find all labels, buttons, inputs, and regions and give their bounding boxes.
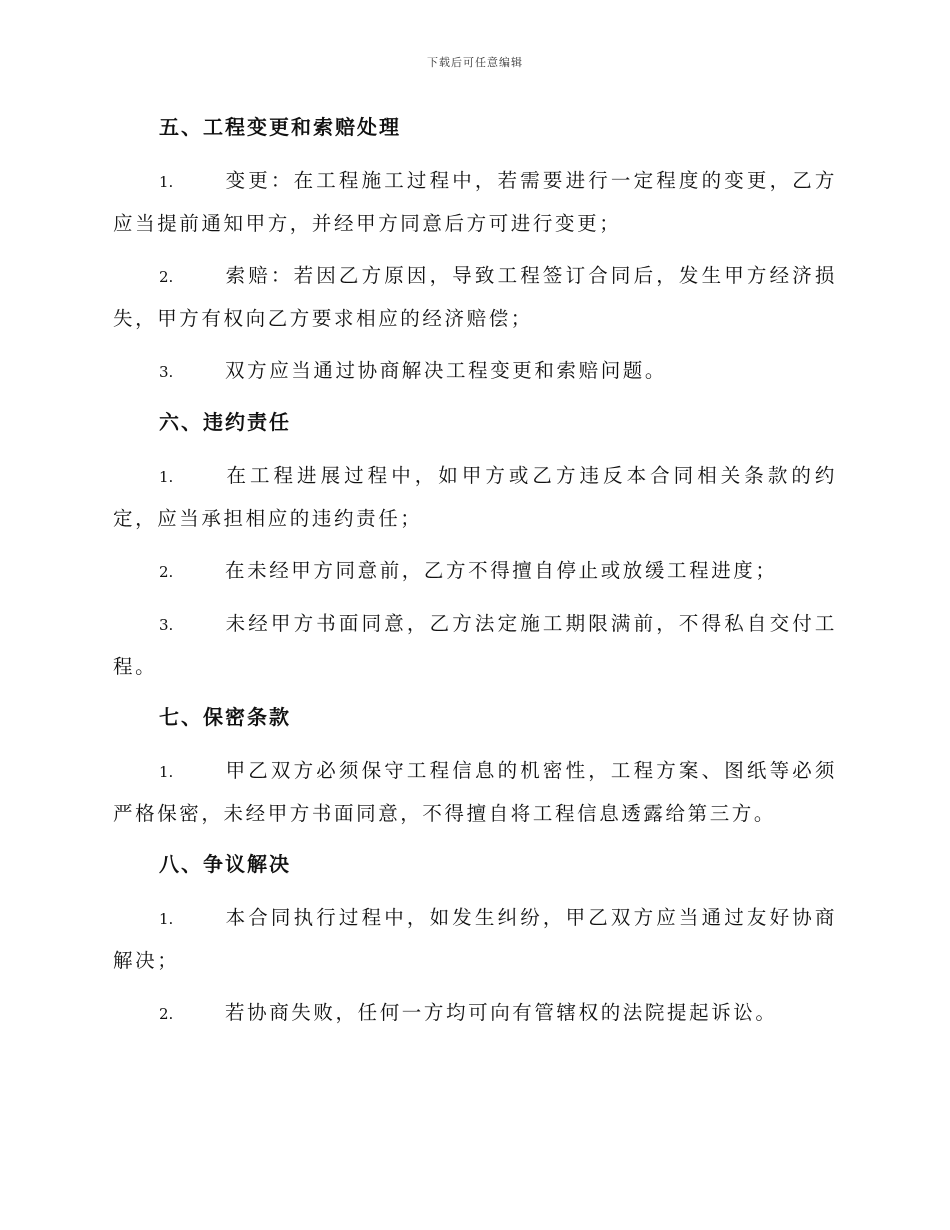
section-breach-liability [113,403,837,688]
clause [113,992,837,1035]
clause [113,603,837,688]
clause-text: 在未经甲方同意前，乙方不得擅自停止或放缓工程进度； [225,559,778,582]
clause-number: 3. [159,363,174,381]
clause-number: 3. [159,616,174,634]
clause-text: 双方应当通过协商解决工程变更和索赔问题。 [225,359,668,382]
clause-text: 未经甲方书面同意，乙方法定施工期限满前，不得私自交付工程。 [113,612,837,678]
clause-text: 甲乙双方必须保守工程信息的机密性，工程方案、图纸等必须严格保密，未经甲方书面同意，不得擅自将工程信息透露给第三方。 [113,759,837,825]
clause-number: 2. [159,1005,174,1023]
clause-number: 1. [159,910,174,928]
section-dispute-resolution [113,845,837,1035]
page-header: 下载后可任意编辑 [427,56,523,69]
section-heading: 八、争议解决 [159,852,291,876]
clause-number: 2. [159,268,174,286]
section-heading: 七、保密条款 [159,705,291,729]
clause [113,750,837,835]
clause-number: 2. [159,563,174,581]
clause-number: 1. [159,763,174,781]
clause-text: 变更：在工程施工过程中，若需要进行一定程度的变更，乙方应当提前通知甲方，并经甲方同意后方可进行变更； [113,169,837,235]
clause [113,160,837,245]
clause [113,550,837,593]
clause-number: 1. [159,173,174,191]
clause-text: 若协商失败，任何一方均可向有管辖权的法院提起诉讼。 [225,1001,778,1024]
clause-text: 在工程进展过程中，如甲方或乙方违反本合同相关条款的约定，应当承担相应的违约责任； [113,464,837,530]
clause [113,455,837,540]
clause [113,897,837,982]
section-heading: 五、工程变更和索赔处理 [159,115,401,139]
clause-text: 索赔：若因乙方原因，导致工程签订合同后，发生甲方经济损失，甲方有权向乙方要求相应的经济赔偿； [113,264,837,330]
document-body [113,108,837,1045]
section-heading: 六、违约责任 [159,410,291,434]
clause [113,255,837,340]
clause-text: 本合同执行过程中，如发生纠纷，甲乙双方应当通过友好协商解决； [113,906,837,972]
clause [113,350,837,393]
section-change-claims [113,108,837,393]
clause-number: 1. [159,468,174,486]
section-confidentiality [113,698,837,835]
